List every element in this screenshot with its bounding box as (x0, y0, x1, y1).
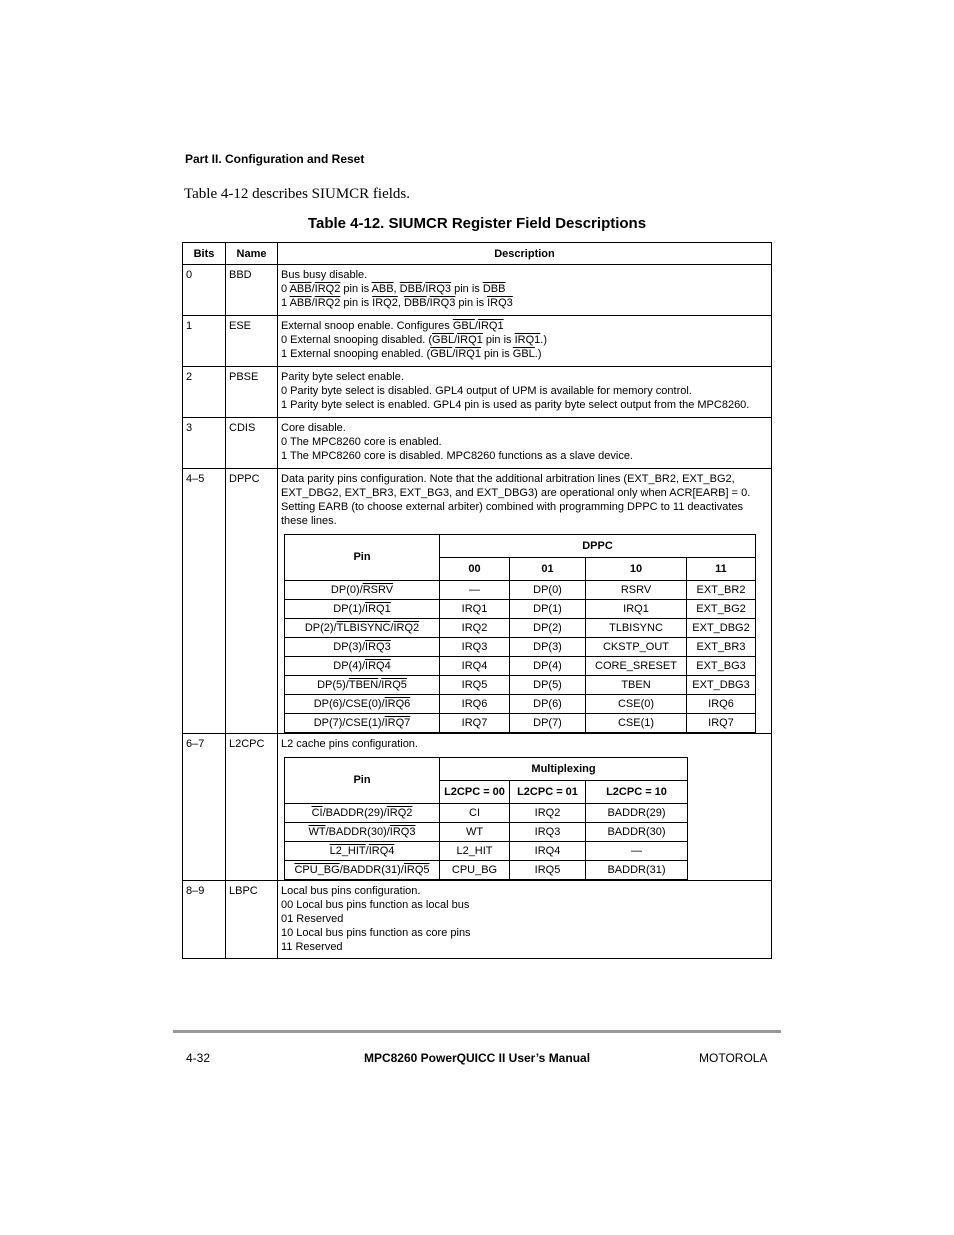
dppc-cell: DP(4) (510, 657, 586, 676)
l2cpc-cell: IRQ4 (510, 842, 586, 861)
section-header: Part II. Configuration and Reset (185, 152, 365, 166)
table-header-row (183, 243, 772, 265)
cell-bits: 2 (183, 367, 226, 418)
dppc-cell: IRQ3 (440, 638, 510, 657)
desc-line: 0 The MPC8260 core is enabled. (281, 436, 442, 448)
dppc-cell: TBEN (586, 676, 687, 695)
cell-name: LBPC (226, 881, 278, 959)
table-row-l2cpc (183, 734, 772, 881)
dppc-cell: IRQ7 (687, 714, 756, 733)
dppc-row (285, 676, 756, 695)
cell-bits: 0 (183, 265, 226, 316)
l2cpc-cell: IRQ5 (510, 861, 586, 880)
cell-description (278, 316, 772, 367)
l2cpc-cell: CPU_BG (440, 861, 510, 880)
desc-line: Parity byte select enable. (281, 371, 404, 383)
cell-description (278, 881, 772, 959)
dppc-cell: RSRV (586, 581, 687, 600)
l2cpc-cell: WT (440, 823, 510, 842)
cell-bits: 3 (183, 418, 226, 469)
dppc-col-header: 11 (687, 558, 756, 581)
dppc-row (285, 657, 756, 676)
dppc-cell: IRQ2 (440, 619, 510, 638)
dppc-cell: — (440, 581, 510, 600)
l2cpc-header-row (285, 758, 688, 781)
col-header-bits: Bits (183, 243, 226, 265)
cell-name: L2CPC (226, 734, 278, 881)
cell-description (278, 265, 772, 316)
dppc-pin-cell: DP(0)/RSRV (285, 581, 440, 600)
dppc-cell: DP(0) (510, 581, 586, 600)
l2cpc-col-header: L2CPC = 00 (440, 781, 510, 804)
dppc-pin-table (284, 534, 756, 733)
cell-description (278, 469, 772, 734)
l2cpc-pin-cell: L2_HIT/IRQ4 (285, 842, 440, 861)
table-row-ese (183, 316, 772, 367)
dppc-cell: DP(3) (510, 638, 586, 657)
l2cpc-cell: BADDR(29) (586, 804, 688, 823)
dppc-cell: IRQ4 (440, 657, 510, 676)
cell-name: DPPC (226, 469, 278, 734)
table-row-cdis (183, 418, 772, 469)
dppc-row (285, 714, 756, 733)
dppc-cell: EXT_BR2 (687, 581, 756, 600)
col-header-description: Description (278, 243, 772, 265)
footer-page-number: 4-32 (186, 1051, 211, 1065)
dppc-cell: IRQ6 (687, 695, 756, 714)
dppc-pin-cell: DP(6)/CSE(0)/IRQ6 (285, 695, 440, 714)
desc-line: 1 The MPC8260 core is disabled. MPC8260 functions as a slave device. (281, 450, 633, 462)
dppc-cell: DP(5) (510, 676, 586, 695)
cell-bits: 4–5 (183, 469, 226, 734)
desc-line: 1 Parity byte select is enabled. GPL4 pin is used as parity byte select output from the MPC8260. (281, 399, 750, 411)
dppc-row (285, 695, 756, 714)
intro-text: Table 4-12 describes SIUMCR fields. (184, 186, 410, 202)
l2cpc-cell: BADDR(31) (586, 861, 688, 880)
l2cpc-cell: — (586, 842, 688, 861)
l2cpc-cell: BADDR(30) (586, 823, 688, 842)
l2cpc-cell: IRQ2 (510, 804, 586, 823)
dppc-cell: DP(7) (510, 714, 586, 733)
cell-name: BBD (226, 265, 278, 316)
dppc-pin-cell: DP(3)/IRQ3 (285, 638, 440, 657)
dppc-cell: EXT_DBG2 (687, 619, 756, 638)
l2cpc-row (285, 842, 688, 861)
dppc-cell: DP(6) (510, 695, 586, 714)
dppc-pin-cell: DP(5)/TBEN/IRQ5 (285, 676, 440, 695)
dppc-pin-cell: DP(4)/IRQ4 (285, 657, 440, 676)
desc-line: 0 $\overline{ABB}/IRQ2$ pin is $\overline{ABB}$, $\overline{DBB}/IRQ3$ pin is $\overline{DBB}$ (281, 283, 506, 295)
desc-line: Data parity pins configuration. Note that the additional arbitration lines (EXT_BR2, EXT_BG2, EXT_DBG2, EXT_BR3, EXT_BG3, and EXT_DBG3) are operational only when ACR[EARB] = 0. Setting EARB (to choose external arbiter) combined with programming DPPC to 11 deactivates these lines. (281, 473, 751, 527)
dppc-cell: EXT_BR3 (687, 638, 756, 657)
desc-line: L2 cache pins configuration. (281, 738, 418, 750)
desc-line: 01 Reserved (281, 913, 344, 925)
l2cpc-row (285, 804, 688, 823)
col-header-name: Name (226, 243, 278, 265)
l2cpc-pin-table (284, 757, 688, 880)
table-row-lbpc (183, 881, 772, 959)
dppc-cell: EXT_BG3 (687, 657, 756, 676)
desc-line: 11 Reserved (281, 941, 343, 953)
dppc-cell: EXT_DBG3 (687, 676, 756, 695)
cell-name: ESE (226, 316, 278, 367)
l2cpc-pin-cell: $\overline{CI}/BADDR(29)/IRQ2$ (285, 804, 440, 823)
desc-line: 0 Parity byte select is disabled. GPL4 output of UPM is available for memory control. (281, 385, 692, 397)
dppc-cell: IRQ5 (440, 676, 510, 695)
dppc-cell: CORE_SRESET (586, 657, 687, 676)
desc-line: Core disable. (281, 422, 346, 434)
table-row-bbd (183, 265, 772, 316)
footer-rule (173, 1030, 781, 1033)
siumcr-field-table (182, 242, 772, 959)
dppc-col-header: 00 (440, 558, 510, 581)
dppc-pin-cell: DP(2)/TLBISYNC/IRQ2 (285, 619, 440, 638)
cell-description (278, 418, 772, 469)
l2cpc-pin-cell: $\overline{WT}/BADDR(30)/IRQ3$ (285, 823, 440, 842)
desc-line: Local bus pins configuration. (281, 885, 421, 897)
dppc-cell: IRQ1 (440, 600, 510, 619)
l2cpc-pin-cell: CPU_BG/BADDR(31)/IRQ5 (285, 861, 440, 880)
table-caption: Table 4-12. SIUMCR Register Field Descriptions (307, 215, 647, 232)
dppc-pin-cell: DP(1)/IRQ1 (285, 600, 440, 619)
table-row-pbse (183, 367, 772, 418)
dppc-cell: CKSTP_OUT (586, 638, 687, 657)
dppc-cell: CSE(0) (586, 695, 687, 714)
dppc-cell: CSE(1) (586, 714, 687, 733)
desc-line: External snoop enable. Configures $\overline{GBL}/IRQ1$ (281, 320, 504, 332)
desc-line: 1 External snooping enabled. ($\overline{GBL}/IRQ1$ pin is $\overline{GBL}$.) (281, 348, 542, 360)
dppc-cell: TLBISYNC (586, 619, 687, 638)
l2cpc-cell: L2_HIT (440, 842, 510, 861)
l2cpc-col-header: L2CPC = 10 (586, 781, 688, 804)
l2cpc-group-header: Multiplexing (440, 758, 688, 781)
dppc-pin-cell: DP(7)/CSE(1)/IRQ7 (285, 714, 440, 733)
desc-line: Bus busy disable. (281, 269, 368, 281)
cell-name: CDIS (226, 418, 278, 469)
l2cpc-row (285, 823, 688, 842)
dppc-cell: EXT_BG2 (687, 600, 756, 619)
dppc-col-header: 10 (586, 558, 687, 581)
l2cpc-pin-header: Pin (285, 758, 440, 804)
dppc-cell: IRQ7 (440, 714, 510, 733)
dppc-cell: DP(1) (510, 600, 586, 619)
desc-line: 1 $\overline{ABB}/IRQ2$ pin is IRQ2, $\overline{DBB}/IRQ3$ pin is IRQ3 (281, 297, 513, 309)
cell-bits: 8–9 (183, 881, 226, 959)
dppc-row (285, 619, 756, 638)
cell-bits: 1 (183, 316, 226, 367)
cell-description (278, 367, 772, 418)
l2cpc-cell: IRQ3 (510, 823, 586, 842)
cell-bits: 6–7 (183, 734, 226, 881)
dppc-header-row (285, 535, 756, 558)
dppc-cell: IRQ1 (586, 600, 687, 619)
dppc-cell: IRQ6 (440, 695, 510, 714)
dppc-col-header: 01 (510, 558, 586, 581)
dppc-row (285, 638, 756, 657)
dppc-group-header: DPPC (440, 535, 756, 558)
desc-line: 00 Local bus pins function as local bus (281, 899, 470, 911)
desc-line: 10 Local bus pins function as core pins (281, 927, 471, 939)
footer-manual-title: MPC8260 PowerQUICC II User’s Manual (363, 1051, 591, 1065)
dppc-row (285, 581, 756, 600)
l2cpc-col-header: L2CPC = 01 (510, 781, 586, 804)
cell-description (278, 734, 772, 881)
dppc-row (285, 600, 756, 619)
l2cpc-row (285, 861, 688, 880)
cell-name: PBSE (226, 367, 278, 418)
footer-vendor: MOTOROLA (699, 1051, 768, 1065)
dppc-pin-header: Pin (285, 535, 440, 581)
table-row-dppc (183, 469, 772, 734)
l2cpc-cell: CI (440, 804, 510, 823)
dppc-cell: DP(2) (510, 619, 586, 638)
desc-line: 0 External snooping disabled. ($\overline{GBL}/IRQ1$ pin is IRQ1.) (281, 334, 548, 346)
